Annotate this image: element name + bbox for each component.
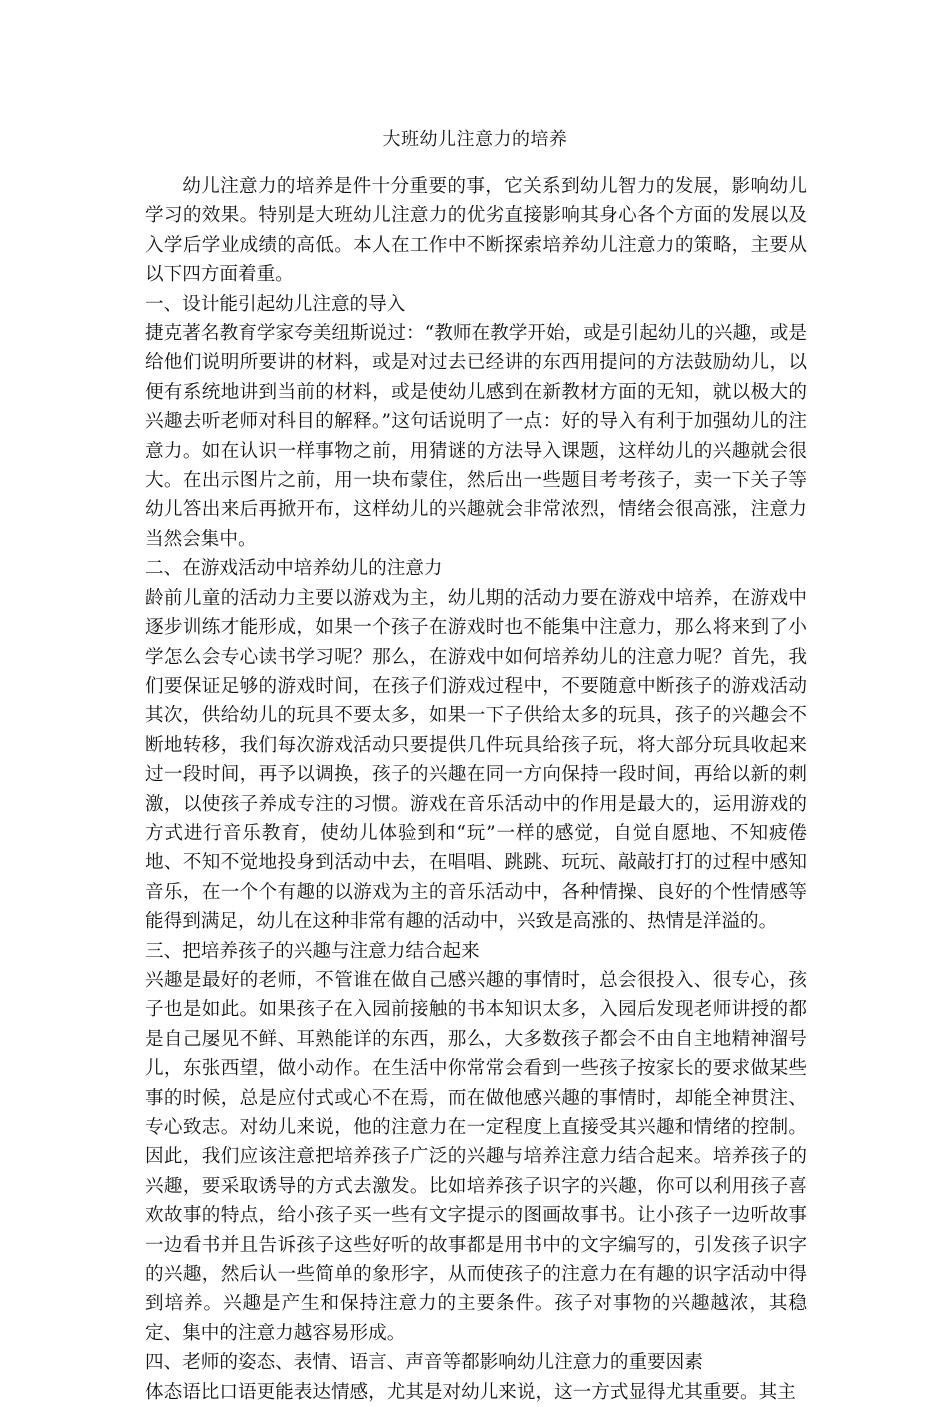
intro-paragraph: 幼儿注意力的培养是件十分重要的事，它关系到幼儿智力的发展，影响幼儿学习的效果。特别是大班幼儿注意力的优劣直接影响其身心各个方面的发展以及入学后学业成绩的高低。本人在工作中不断探索培养幼儿注意力的策略，主要从以下四方面着重。	[145, 176, 807, 286]
section-1-paragraph: 捷克著名教育学家夸美纽斯说过：“教师在教学开始，或是引起幼儿的兴趣，或是给他们说明所要讲的材料，或是对过去已经讲的东西用提问的方法鼓励幼儿，以便有系统地讲到当前的材料，或是使幼儿感到在新教材方面的无知，就以极大的兴趣去听老师对科目的解释。”这句话说明了一点：好的导入有利于加强幼儿的注意力。如在认识一样事物之前，用猜谜的方法导入课题，这样幼儿的兴趣就会很大。在出示图片之前，用一块布蒙住，然后出一些题目考考孩子，卖一下关子等幼儿答出来后再掀开布，这样幼儿的兴趣就会非常浓烈，情绪会很高涨，注意力当然会集中。	[145, 323, 807, 550]
section-4-heading: 四、老师的姿态、表情、语言、声音等都影响幼儿注意力的重要因素	[145, 1352, 703, 1374]
section-3-paragraph: 兴趣是最好的老师，不管谁在做自己感兴趣的事情时，总会很投入、很专心，孩子也是如此。如果孩子在入园前接触的书本知识太多，入园后发现老师讲授的都是自己屡见不鲜、耳熟能详的东西，那么，大多数孩子都会不由自主地精神溜号儿，东张西望，做小动作。在生活中你常常会看到一些孩子按家长的要求做某些事的时候，总是应付式或心不在焉，而在做他感兴趣的事情时，却能全神贯注、专心致志。对幼儿来说，他的注意力在一定程度上直接受其兴趣和情绪的控制。因此，我们应该注意把培养孩子广泛的兴趣与培养注意力结合起来。培养孩子的兴趣，要采取诱导的方式去激发。比如培养孩子识字的兴趣，你可以利用孩子喜欢故事的特点，给小孩子买一些有文字提示的图画故事书。让小孩子一边听故事一边看书并且告诉孩子这些好听的故事都是用书中的文字编写的，引发孩子识字的兴趣，然后认一些简单的象形字，从而使孩子的注意力在有趣的识字活动中得到培养。兴趣是产生和保持注意力的主要条件。孩子对事物的兴趣越浓，其稳定、集中的注意力越容易形成。	[145, 969, 807, 1344]
document-body	[145, 172, 807, 1407]
section-3-heading: 三、把培养孩子的兴趣与注意力结合起来	[145, 940, 480, 962]
section-1-heading: 一、设计能引起幼儿注意的导入	[145, 293, 406, 315]
section-2-paragraph: 龄前儿童的活动力主要以游戏为主，幼儿期的活动力要在游戏中培养，在游戏中逐步训练才能形成，如果一个孩子在游戏时也不能集中注意力，那么将来到了小学怎么会专心读书学习呢？那么，在游戏中如何培养幼儿的注意力呢？首先，我们要保证足够的游戏时间，在孩子们游戏过程中，不要随意中断孩子的游戏活动其次，供给幼儿的玩具不要太多，如果一下子供给太多的玩具，孩子的兴趣会不断地转移，我们每次游戏活动只要提供几件玩具给孩子玩，将大部分玩具收起来过一段时间，再予以调换，孩子的兴趣在同一方向保持一段时间，再给以新的刺激，以使孩子养成专注的习惯。游戏在音乐活动中的作用是最大的，运用游戏的方式进行音乐教育，使幼儿体验到和“玩”一样的感觉，自觉自愿地、不知疲倦地、不知不觉地投身到活动中去，在唱唱、跳跳、玩玩、敲敲打打的过程中感知音乐，在一个个有趣的以游戏为主的音乐活动中，各种情操、良好的个性情感等能得到满足，幼儿在这种非常有趣的活动中，兴致是高涨的、热情是洋溢的。	[145, 587, 807, 933]
section-2-heading: 二、在游戏活动中培养幼儿的注意力	[145, 558, 443, 580]
document-title: 大班幼儿注意力的培养	[382, 129, 568, 150]
section-4-paragraph: 体态语比口语更能表达情感，尤其是对幼儿来说，这一方式显得尤其重要。其主	[145, 1381, 796, 1403]
